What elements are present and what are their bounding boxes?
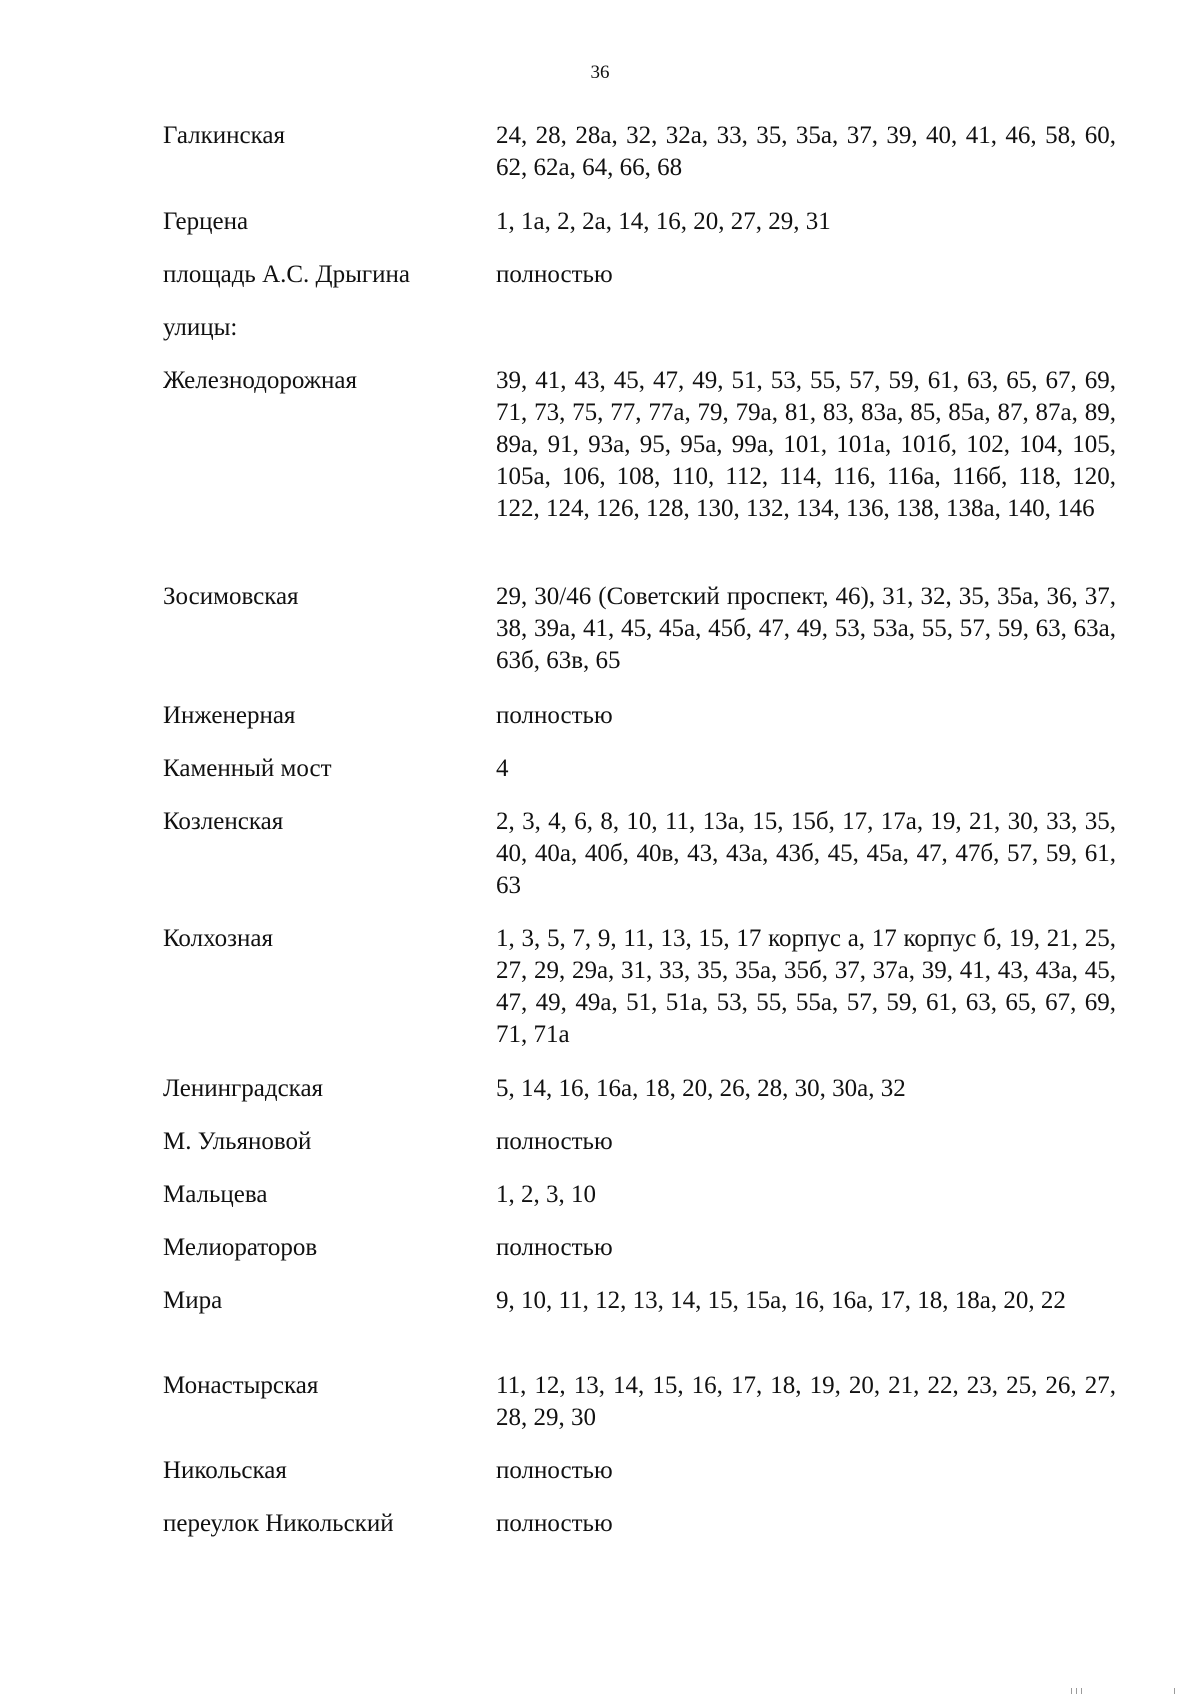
house-numbers: 1, 3, 5, 7, 9, 11, 13, 15, 17 корпус а, 17 корпус б, 19, 21, 25, 27, 29, 29а, 31, 33, 35, 35а, 35б, 37, 37а, 39, 41, 43, 43а, 45, 47, 49, 49а, 51, 51а, 53, 55, 55а, 57, 59, 61, 63, 65, 67, 69, 71, 71а <box>496 925 1116 1048</box>
street-name: Герцена <box>163 208 249 235</box>
street-name: Ленинградская <box>163 1075 324 1102</box>
house-numbers: 24, 28, 28а, 32, 32а, 33, 35, 35а, 37, 39, 40, 41, 46, 58, 60, 62, 62а, 64, 66, 68 <box>496 122 1116 181</box>
house-numbers: полностью <box>496 1128 613 1155</box>
house-numbers: 2, 3, 4, 6, 8, 10, 11, 13а, 15, 15б, 17, 17а, 19, 21, 30, 33, 35, 40, 40а, 40б, 40в, 43, 43а, 43б, 45, 45а, 47, 47б, 57, 59, 61, 63 <box>496 808 1116 899</box>
scan-artifact <box>1076 1688 1077 1694</box>
street-name: Зосимовская <box>163 583 299 610</box>
scan-artifact <box>1174 1688 1175 1694</box>
street-name: Козленская <box>163 808 284 835</box>
page-number: 36 <box>590 62 610 83</box>
street-name: Колхозная <box>163 925 273 952</box>
house-numbers: полностью <box>496 1457 613 1484</box>
street-name: М. Ульяновой <box>163 1128 312 1155</box>
scan-artifact <box>1081 1688 1082 1694</box>
street-name: Монастырская <box>163 1372 319 1399</box>
street-name: переулок Никольский <box>163 1510 394 1537</box>
house-numbers: 1, 1а, 2, 2а, 14, 16, 20, 27, 29, 31 <box>496 208 831 235</box>
house-numbers: 39, 41, 43, 45, 47, 49, 51, 53, 55, 57, 59, 61, 63, 65, 67, 69, 71, 73, 75, 77, 77а, 79, 79а, 81, 83, 83а, 85, 85а, 87, 87а, 89, 89а, 91, 93а, 95, 95а, 99а, 101, 101а, 101б, 102, 104, 105, 105а, 106, 108, 110, 112, 114, 116, 116а, 116б, 118, 120, 122, 124, 126, 128, 130, 132, 134, 136, 138, 138а, 140, 146 <box>496 367 1116 522</box>
house-numbers: 29, 30/46 (Советский проспект, 46), 31, 32, 35, 35а, 36, 37, 38, 39а, 41, 45, 45а, 45б, 47, 49, 53, 53а, 55, 57, 59, 63, 63а, 63б, 63в, 65 <box>496 583 1116 674</box>
house-numbers: полностью <box>496 1510 613 1537</box>
house-numbers: полностью <box>496 1234 613 1261</box>
section-label: улицы: <box>163 314 238 341</box>
house-numbers: 11, 12, 13, 14, 15, 16, 17, 18, 19, 20, 21, 22, 23, 25, 26, 27, 28, 29, 30 <box>496 1372 1116 1431</box>
street-name: Мальцева <box>163 1181 268 1208</box>
street-name: Каменный мост <box>163 755 332 782</box>
street-name: Мелиораторов <box>163 1234 318 1261</box>
scan-artifact <box>1071 1688 1072 1694</box>
house-numbers: полностью <box>496 702 613 729</box>
house-numbers: 1, 2, 3, 10 <box>496 1181 596 1208</box>
house-numbers: 5, 14, 16, 16а, 18, 20, 26, 28, 30, 30а, 32 <box>496 1075 906 1102</box>
street-name: Железнодорожная <box>163 367 357 394</box>
house-numbers: 9, 10, 11, 12, 13, 14, 15, 15а, 16, 16а, 17, 18, 18а, 20, 22 <box>496 1287 1066 1314</box>
house-numbers: полностью <box>496 261 613 288</box>
street-name: Никольская <box>163 1457 287 1484</box>
street-name: Инженерная <box>163 702 296 729</box>
street-name: Галкинская <box>163 122 285 149</box>
street-name: Мира <box>163 1287 223 1314</box>
house-numbers: 4 <box>496 755 509 782</box>
street-name: площадь А.С. Дрыгина <box>163 261 411 288</box>
